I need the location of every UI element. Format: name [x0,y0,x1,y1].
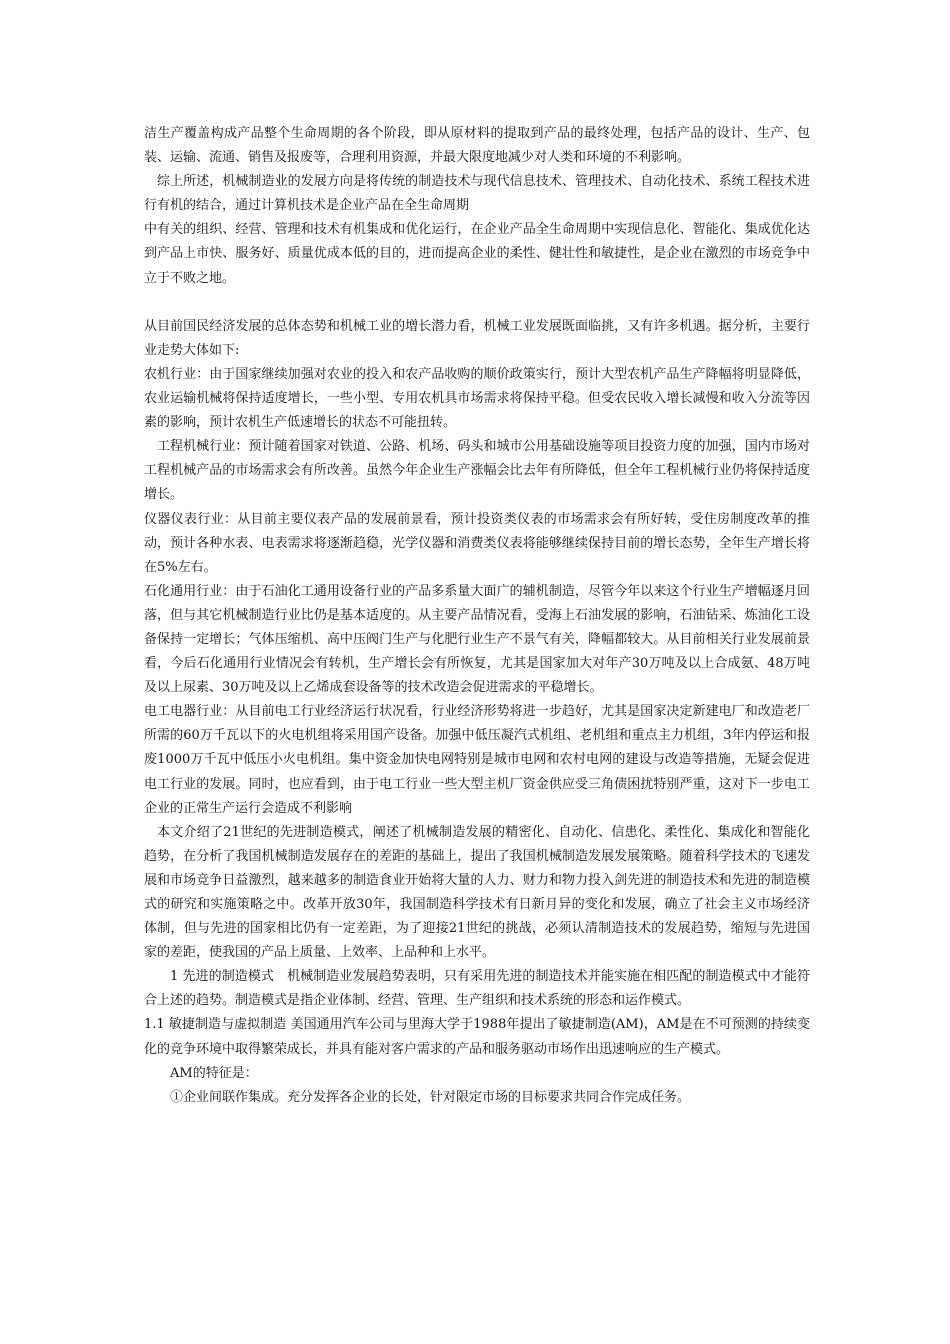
paragraph-am-features-heading: AM的特征是： [170,1065,258,1081]
paragraph-agricultural-machinery: 农机行业：由于国家继续加强对农业的投入和农产品收购的顺价政策实行，预计大型农机产品生产降幅将明显降低，农业运输机械将保持适度增长，一些小型、专用农机具市场需求将保持平稳。但受农民收入增长减慢和收入分流等因素的影响，预计农机生产低速增长的状态不可能扭转。 [144,366,810,431]
document-body [144,122,810,1110]
paragraph-clean-production: 洁生产覆盖构成产品整个生命周期的各个阶段，即从原材料的提取到产品的最终处理，包括产品的设计、生产、包装、运输、流通、销售及报废等，合理利用资源，并最大限度地减少对人类和环境的不利影响。 [144,126,810,166]
paragraph-summary: 综上所述，机械制造业的发展方向是将传统的制造技术与现代信息技术、管理技术、自动化技术、系统工程技术进行有机的结合，通过计算机技术是企业产品在全生命周期 [144,174,810,214]
paragraph-electrical: 电工电器行业：从目前电工行业经济运行状况看，行业经济形势将进一步趋好，尤其是国家决定新建电厂和改造老厂所需的60万千瓦以下的火电机组将采用国产设备。加强中低压凝汽式机组、老机组和重点主力机组，3年内停运和报废1000万千瓦中低压小火电机组。集中资金加快电网特别是城市电网和农村电网的建设与改造等措施，无疑会促进电工行业的发展。同时，也应看到，由于电工行业一些大型主机厂资金供应受三角债困扰特别严重，这对下一步电工企业的正常生产运行会造成不利影响 [144,704,810,816]
paragraph-summary-continued: 中有关的组织、经营、管理和技术有机集成和优化运行，在企业产品全生命周期中实现信息化、智能化、集成优化达到产品上市快、服务好、质量优成本低的目的，进而提高企业的柔性、健壮性和敏捷性，是企业在激烈的市场竞争中立于不败之地。 [144,222,810,286]
blank-line [144,291,810,315]
paragraph-petrochemical: 石化通用行业：由于石油化工通用设备行业的产品多系量大面广的辅机制造，尽管今年以来这个行业生产增幅逐月回落，但与其它机械制造行业比仍是基本适度的。从主要产品情况看，受海上石油发展的影响，石油钻采、炼油化工设备保持一定增长；气体压缩机、高中压阀门生产与化肥行业生产不景气有关，降幅都较大。从目前相关行业发展前景看，今后石化通用行业情况会有转机，生产增长会有所恢复，尤其是国家加大对年产30万吨及以上合成氨、48万吨及以上尿素、30万吨及以上乙烯成套设备等的技术改造会促进需求的平稳增长。 [144,583,810,696]
paragraph-am-feature-1: ①企业间联作集成。充分发挥各企业的长处，针对限定市场的目标要求共同合作完成任务。 [170,1089,691,1105]
paragraph-economy-overview: 从目前国民经济发展的总体态势和机械工业的增长潜力看，机械工业发展既面临挑，又有许多机遇。据分析，主要行业走势大体如下: [144,318,810,358]
paragraph-agile-manufacturing: 1.1 敏捷制造与虚拟制造 美国通用汽车公司与里海大学于1988年提出了敏捷制造(AM)，AM是在不可预测的持续变化的竞争环境中取得繁荣成长，并具有能对客户需求的产品和服务驱动市场作出迅速响应的生产模式。 [144,1017,810,1057]
paragraph-advanced-manufacturing: 1 先进的制造模式 机械制造业发展趋势表明，只有采用先进的制造技术并能实施在相匹配的制造模式中才能符合上述的趋势。制造模式是指企业体制、经营、管理、生产组织和技术系统的形态和运作模式。 [144,969,810,1009]
paragraph-introduction: 本文介绍了21世纪的先进制造模式，阐述了机械制造发展的精密化、自动化、信患化、柔性化、集成化和智能化趋势，在分析了我国机械制造发展存在的差距的基础上，提出了我国机械制造发展发展策略。随着科学技术的飞速发展和市场竞争日益激烈，越来越多的制造食业开始将大量的人力、财力和物力投入剑先进的制造技术和先进的制造模式的研究和实施策略之中。改革开放30年，我国制造科学技术有日新月异的变化和发展，确立了社会主义市场经济体制，但与先进的国家相比仍有一定差距，为了迎接21世纪的挑战，必须认清制造技术的发展趋势，缩短与先进国家的差距，使我国的产品上质量、上效率、上品种和上水平。 [144,824,810,961]
paragraph-instruments: 仪器仪表行业：从目前主要仪表产品的发展前景看，预计投资类仪表的市场需求会有所好转，受住房制度改革的推动，预计各种水表、电表需求将逐渐趋稳，光学仪器和消费类仪表将能够继续保持目前的增长态势，全年生产增长将在5%左右。 [144,511,810,575]
paragraph-engineering-machinery: 工程机械行业：预计随着国家对铁道、公路、机场、码头和城市公用基础设施等项目投资力度的加强，国内市场对工程机械产品的市场需求会有所改善。虽然今年企业生产涨幅会比去年有所降低，但全年工程机械行业仍将保持适度增长。 [144,439,810,503]
